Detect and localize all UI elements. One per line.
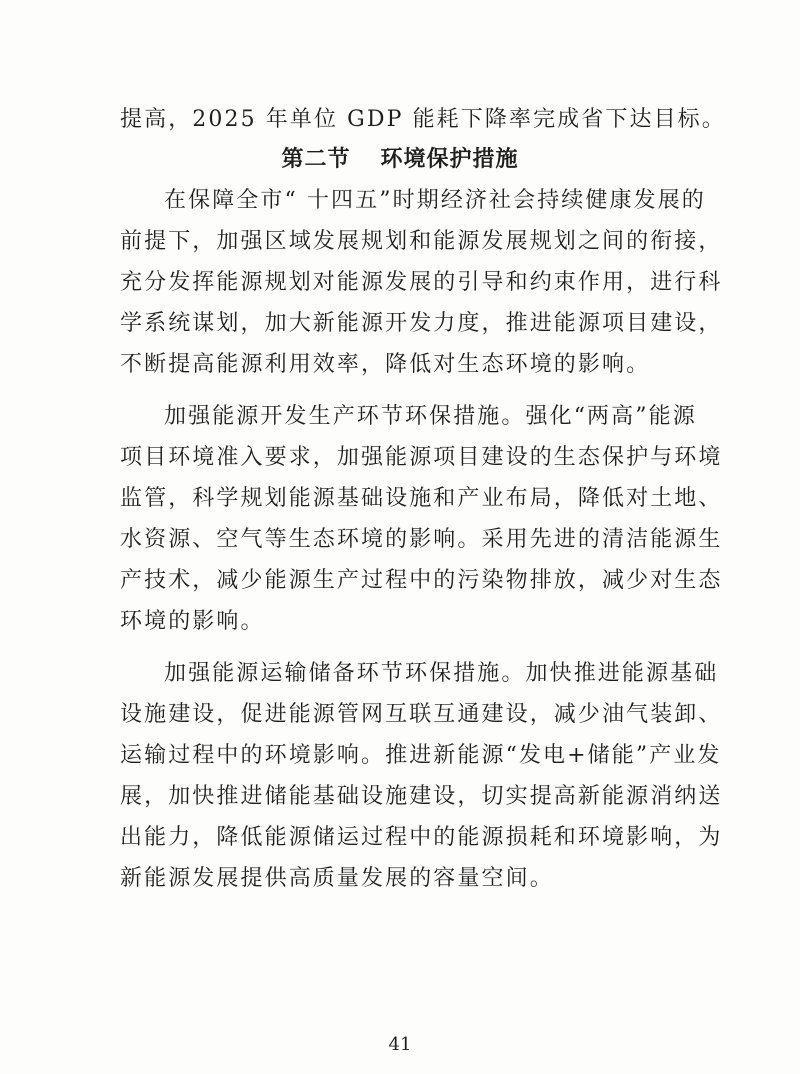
paragraph-1: [120, 180, 723, 385]
paragraph-line: 不断提高能源利用效率，降低对生态环境的影响。: [120, 352, 651, 377]
paragraph-3: [120, 653, 723, 899]
paragraph-line: 项目环境准入要求，加强能源项目建设的生态保护与环境: [120, 445, 723, 470]
paragraph-line: 设施建设，促进能源管网互联互通建设，减少油气装卸、: [120, 702, 723, 727]
paragraph-line: 加强能源开发生产环节环保措施。强化“两高”能源: [164, 404, 697, 429]
paragraph-line: 学系统谋划，加大新能源开发力度，推进能源项目建设，: [120, 311, 723, 336]
paragraph-2: [120, 396, 723, 642]
paragraph-line: 水资源、空气等生态环境的影响。采用先进的清洁能源生: [120, 527, 723, 552]
paragraph-line: 出能力，降低能源储运过程中的能源损耗和环境影响，为: [120, 825, 723, 850]
section-number: 第二节: [281, 147, 351, 172]
body-text: [120, 99, 726, 899]
section-heading: [120, 140, 680, 180]
paragraph-line: 加强能源运输储备环节环保措施。加快推进能源基础: [164, 661, 719, 686]
section-title: 环境保护措施: [380, 147, 519, 172]
paragraph-line: 在保障全市“ 十四五”时期经济社会持续健康发展的: [164, 188, 706, 213]
paragraph-line: 运输过程中的环境影响。推进新能源“发电+储能”产业发: [120, 743, 722, 768]
continuation-line: 提高，2025 年单位 GDP 能耗下降率完成省下达目标。: [120, 107, 726, 132]
paragraph-line: 充分发挥能源规划对能源发展的引导和约束作用，进行科: [120, 270, 723, 295]
page-number: 41: [388, 1034, 412, 1055]
paragraph-line: 产技术，减少能源生产过程中的污染物排放，减少对生态: [120, 568, 723, 593]
paragraph-line: 监管，科学规划能源基础设施和产业布局，降低对土地、: [120, 486, 723, 511]
paragraph-line: 展，加快推进储能基础设施建设，切实提高新能源消纳送: [120, 784, 723, 809]
paragraph-line: 环境的影响。: [120, 609, 265, 634]
paragraph-line: 新能源发展提供高质量发展的容量空间。: [120, 866, 554, 891]
paragraph-line: 前提下，加强区域发展规划和能源发展规划之间的衔接，: [120, 229, 723, 254]
